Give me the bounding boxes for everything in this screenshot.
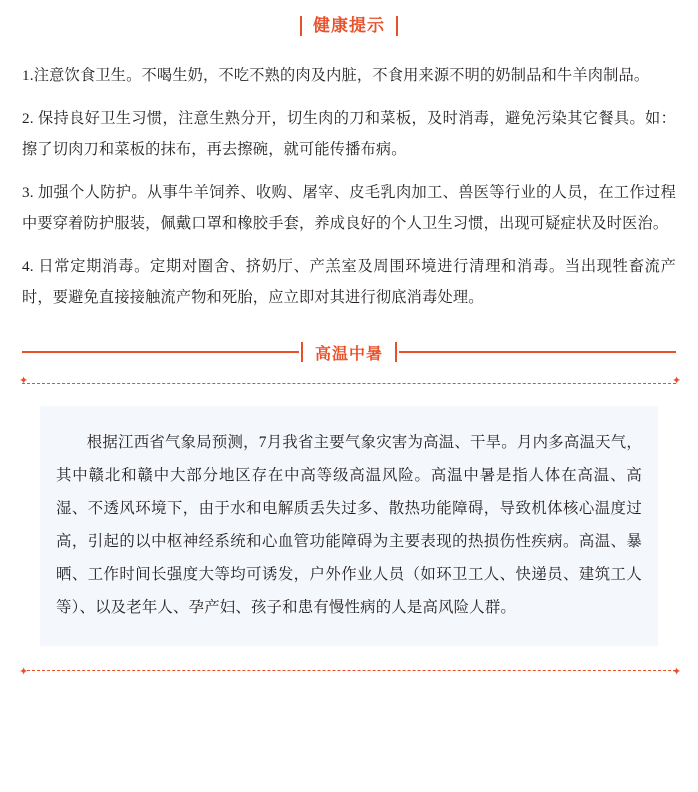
tip-paragraph-3: 3. 加强个人防护。从事牛羊饲养、收购、屠宰、皮毛乳肉加工、兽医等行业的人员，在工作过程中要穿着防护服装，佩戴口罩和橡胶手套，养成良好的个人卫生习惯，出现可疑症状及时医治。: [22, 184, 676, 232]
section-title: 高温中暑: [299, 341, 399, 364]
heatstroke-section-heading: [22, 339, 676, 365]
corner-diamond-bottom-left-icon: ✦: [19, 666, 29, 678]
heatstroke-content-frame: [19, 375, 682, 678]
tip-paragraph-4: 4. 日常定期消毒。定期对圈舍、挤奶厅、产羔室及周围环境进行清理和消毒。当出现牲畜流产时，要避免直接接触流产物和死胎，应立即对其进行彻底消毒处理。: [22, 258, 676, 306]
heatstroke-body-box: [40, 406, 658, 646]
corner-diamond-top-right-icon: ✦: [672, 375, 682, 387]
page-title: 健康提示: [300, 14, 398, 38]
health-tips-heading: [22, 0, 676, 44]
tip-paragraph-1: 1.注意饮食卫生。不喝生奶，不吃不熟的肉及内脏，不食用来源不明的奶制品和牛羊肉制品。: [22, 67, 650, 84]
corner-diamond-top-left-icon: ✦: [19, 375, 29, 387]
divider-line-right: [399, 351, 676, 353]
corner-diamond-bottom-right-icon: ✦: [672, 666, 682, 678]
divider-line-left: [22, 351, 299, 353]
heatstroke-body-text: 根据江西省气象局预测，7月我省主要气象灾害为高温、干旱。月内多高温天气，其中赣北和赣中大部分地区存在中高等级高温风险。高温中暑是指人体在高温、高湿、不透风环境下，由于水和电解质丢失过多、散热功能障碍，导致机体核心温度过高，引起的以中枢神经系统和心血管功能障碍为主要表现的热损伤性疾病。高温、暴晒、工作时间长强度大等均可诱发，户外作业人员（如环卫工人、快递员、建筑工人等）、以及老年人、孕产妇、孩子和患有慢性病的人是高风险人群。: [56, 434, 642, 616]
tip-paragraph-2: 2. 保持良好卫生习惯，注意生熟分开，切生肉的刀和菜板，及时消毒，避免污染其它餐具。如：擦了切肉刀和菜板的抹布，再去擦碗，就可能传播布病。: [22, 110, 676, 158]
